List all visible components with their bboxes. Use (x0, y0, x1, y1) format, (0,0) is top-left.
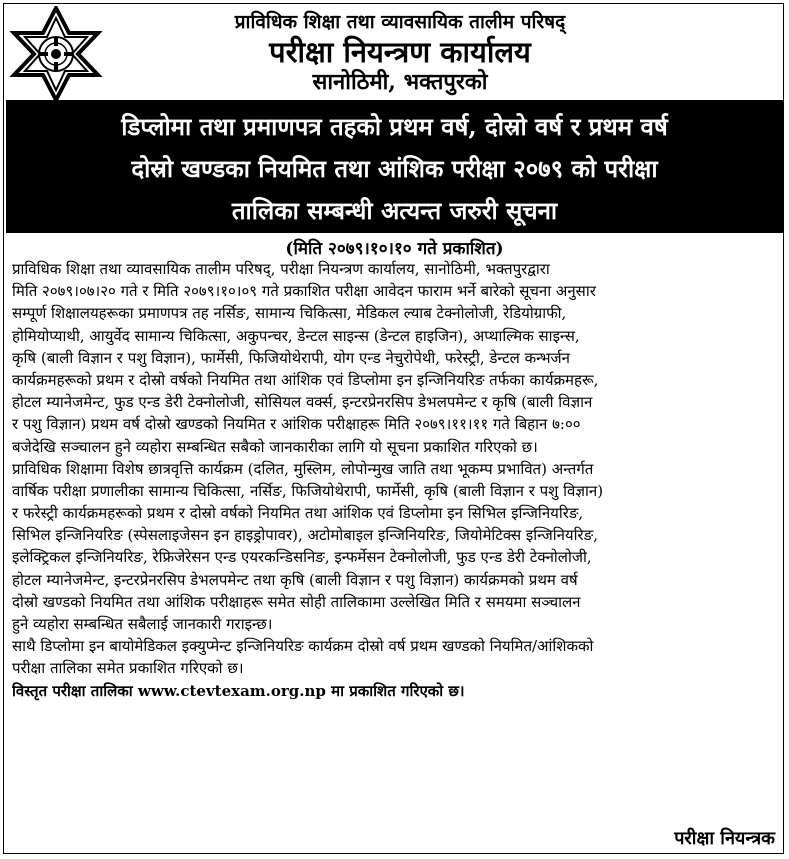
body-line: होटल म्यानेजमेन्ट, फुड एन्ड डेरी टेक्नोलोजी, सोसियल वर्क्स, इन्टरप्रेनरसिप डेभलपमेन्ट र कृषि (बाली विज्ञान (12, 393, 593, 412)
body-line: प्राविधिक शिक्षा तथा व्यावसायिक तालीम परिषद्, परीक्षा नियन्त्रण कार्यालय, सानोठिमी, भक्तपुरद्वारा (12, 260, 550, 278)
office-location: सानोठिमी, भक्तपुरको (312, 69, 488, 95)
body-line: कृषि (बाली विज्ञान र पशु विज्ञान), फार्मेसी, फिजियोथेरापी, योग एन्ड नेचुरोपेथी, फरेस्ट्री, डेन्टल कन्भर्जन (12, 348, 570, 367)
notice-title-banner (6, 100, 783, 233)
council-name: प्राविधिक शिक्षा तथा व्यावसायिक तालीम परिषद् (234, 11, 566, 33)
body-line: वार्षिक परीक्षा प्रणालीका सामान्य चिकित्सा, नर्सिङ, फिजियोथेरापी, फार्मेसी, कृषि (बाली विज्ञान र पशु विज्ञान) (12, 481, 604, 500)
ctevt-emblem-logo (8, 6, 104, 102)
publication-date: (मिति २०७९।१०।१० गते प्रकाशित) (285, 239, 504, 259)
body-line: होटल म्यानेजमेन्ट, इन्टरप्रेनरसिप डेभलपमेन्ट तथा कृषि (बाली विज्ञान र पशु विज्ञान) कार्यक्रमको प्रथम वर्ष (12, 570, 578, 589)
notice-body (12, 258, 777, 702)
header (0, 0, 789, 100)
body-line: सिभिल इन्जिनियरिङ (स्पेसलाइजेसन इन हाइड्रोपावर), अटोमोबाइल इन्जिनियरिङ, जियोमेटिक्स इन्जिनियरिङ, (12, 526, 598, 545)
closing-line-with-website: विस्तृत परीक्षा तालिका www.ctevtexam.org.np मा प्रकाशित गरिएको छ। (12, 681, 465, 700)
body-line: दोस्रो खण्डको नियमित तथा आंशिक परीक्षाहरू समेत सोही तालिकामा उल्लेखित मिति र समयमा सञ्चालन (12, 592, 581, 611)
body-line: परीक्षा तालिका समेत प्रकाशित गरिएको छ। (12, 659, 244, 678)
body-line: र पशु विज्ञान) प्रथम वर्ष दोस्रो खण्डको नियमित र आंशिक परीक्षाहरू मिति २०७९।११।११ गते बिहान ७:०० (12, 415, 581, 434)
notice-title-line: तालिका सम्बन्धी अत्यन्त जरुरी सूचना (231, 196, 558, 225)
body-line: बजेदेखि सञ्चालन हुने व्यहोरा सम्बन्धित सबैको जानकारीका लागि यो सूचना प्रकाशित गरिएको छ। (12, 437, 538, 456)
body-line: कार्यक्रमहरूको प्रथम र दोस्रो वर्षको नियमित तथा आंशिक एवं डिप्लोमा इन इन्जिनियरिङ तर्फका कार्यक्रमहरू, (12, 370, 599, 389)
office-name: परीक्षा नियन्त्रण कार्यालय (269, 35, 531, 69)
signature-title: परीक्षा नियन्त्रक (674, 828, 775, 849)
notice-title-line: डिप्लोमा तथा प्रमाणपत्र तहको प्रथम वर्ष, दोस्रो वर्ष र प्रथम वर्ष (121, 112, 668, 141)
body-line: इलेक्ट्रिकल इन्जिनियरिङ, रेफ्रिजेरेसन एन्ड एयरकन्डिसनिङ, इन्फर्मेसन टेक्नोलोजी, फुड एन्ड डेरी टेक्नोलोजी, (12, 548, 592, 567)
body-line: होमियोप्याथी, आयुर्वेद सामान्य चिकित्सा, अकुपन्चर, डेन्टल साइन्स (डेन्टल हाइजिन), अप्थाल्मिक साइन्स, (12, 326, 580, 345)
body-line: सम्पूर्ण शिक्षालयहरूका प्रमाणपत्र तह नर्सिङ, सामान्य चिकित्सा, मेडिकल ल्याब टेक्नोलोजी, रेडियोग्राफी, (12, 304, 567, 323)
body-line: हुने व्यहोरा सम्बन्धित सबैलाई जानकारी गराइन्छ। (12, 615, 273, 633)
body-line: मिति २०७९।०७।२० गते र मिति २०७९।१०।०९ गते प्रकाशित परीक्षा आवेदन फाराम भर्ने बारेको सूचना अनुसार (12, 282, 596, 301)
body-line: प्राविधिक शिक्षामा विशेष छात्रवृत्ति कार्यक्रम (दलित, मुस्लिम, लोपोन्मुख जाति तथा भूकम्प प्रभावित) अन्तर्गत (12, 459, 594, 478)
notice-title-line: दोस्रो खण्डका नियमित तथा आंशिक परीक्षा २०७९ को परीक्षा (131, 154, 658, 183)
body-line: साथै डिप्लोमा इन बायोमेडिकल इक्युप्मेन्ट इन्जिनियरिङ कार्यक्रम दोस्रो वर्ष प्रथम खण्डको नियमित/आंशिकको (12, 637, 594, 656)
body-line: र फरेस्ट्री कार्यक्रमहरूको प्रथम र दोस्रो वर्षको नियमित तथा आंशिक एवं डिप्लोमा इन सिभिल इन्जिनियरिङ, (12, 504, 584, 523)
